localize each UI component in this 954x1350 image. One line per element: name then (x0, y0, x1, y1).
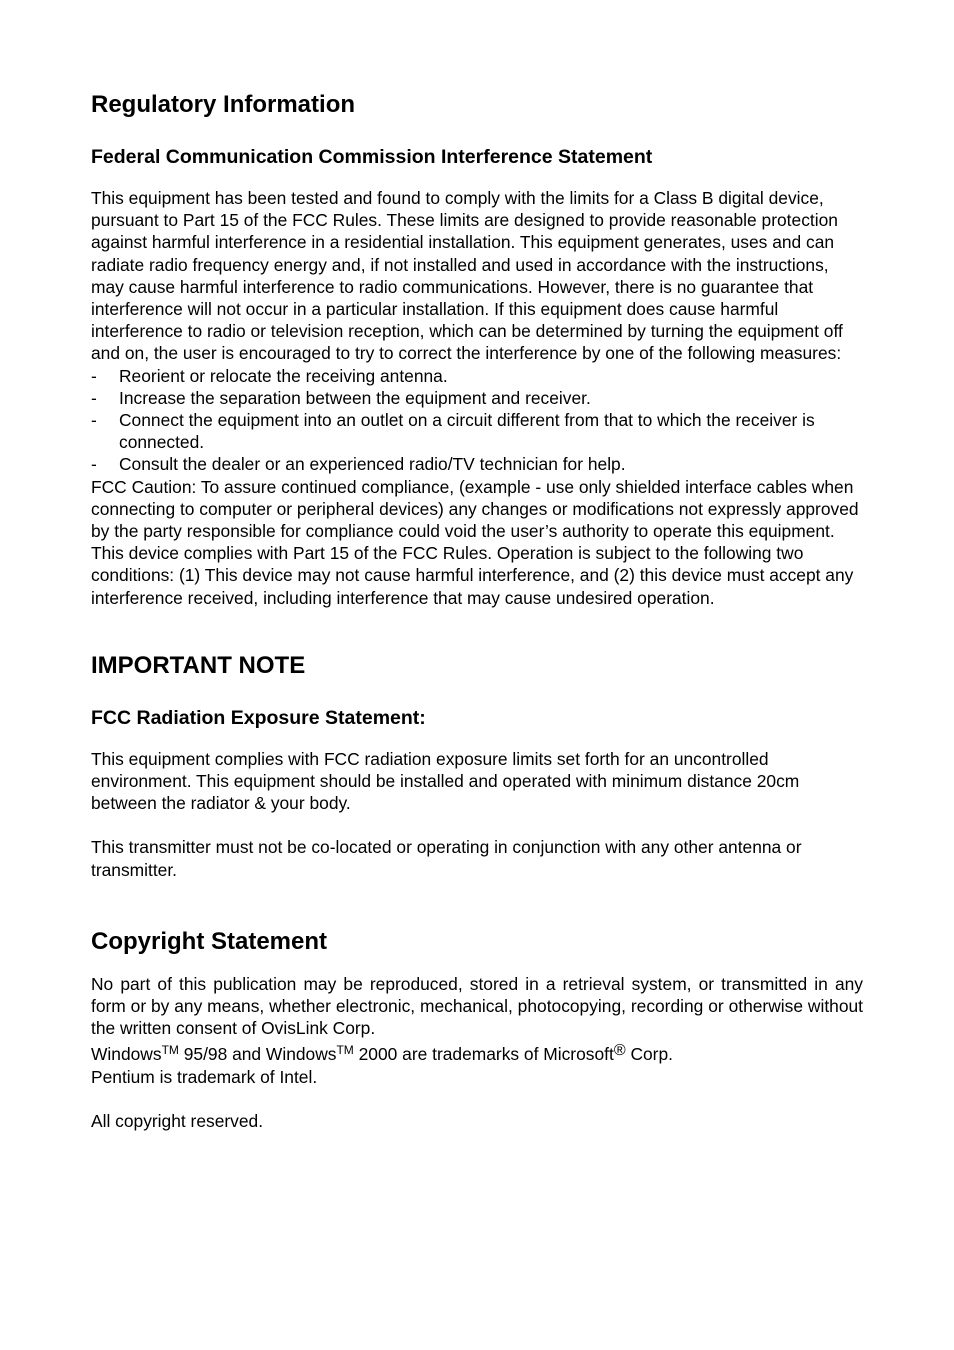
trademark-symbol: TM (161, 1043, 179, 1058)
trademark-text: 2000 are trademarks of Microsoft (353, 1044, 614, 1065)
radiation-paragraph-2: This transmitter must not be co-located or operating in conjunction with any other antenna or transmitter. (91, 837, 802, 880)
fcc-interference-heading: Federal Communication Commission Interference Statement (91, 146, 653, 168)
list-item (91, 387, 863, 409)
fcc-intro-paragraph: This equipment has been tested and found to comply with the limits for a Class B digital device, pursuant to Part 15 of the FCC Rules. These limits are designed to provide reasonable protection against harmful interference in a residential installation. This equipment generates, uses and can radiate radio frequency energy and, if not installed and used in accordance with the instructions, may cause harmful interference to radio communications. However, there is no guarantee that interference will not occur in a particular installation. If this equipment does cause harmful interference to radio or television reception, which can be determined by turning the equipment off and on, the user is encouraged to try to correct the interference by one of the following measures: (91, 188, 843, 364)
trademark-text: Windows (91, 1044, 162, 1065)
radiation-exposure-heading: FCC Radiation Exposure Statement: (91, 706, 426, 729)
trademark-text: 95/98 and Windows (178, 1044, 337, 1065)
bullet-dash: - (91, 387, 97, 408)
radiation-paragraph-1: This equipment complies with FCC radiation exposure limits set forth for an uncontrolled environment. This equipment should be installed and operated with minimum distance 20cm between the radiator & your body. (91, 748, 800, 814)
copyright-paragraph: No part of this publication may be reproduced, stored in a retrieval system, or transmitted in any form or by any means, whether electronic, mechanical, photocopying, recording or otherwise without the written consent of OvisLink Corp. (91, 973, 863, 1039)
measure-text: Connect the equipment into an outlet on a circuit different from that to which the receiver is connected. (119, 410, 815, 453)
bullet-dash: - (91, 454, 97, 475)
trademark-symbol: TM (336, 1043, 354, 1058)
trademark-line (91, 1043, 863, 1065)
measure-text: Increase the separation between the equipment and receiver. (119, 387, 591, 408)
pentium-trademark: Pentium is trademark of Intel. (91, 1066, 318, 1087)
regulatory-title: Regulatory Information (91, 91, 356, 118)
measure-text: Consult the dealer or an experienced radio/TV technician for help. (119, 454, 626, 475)
list-item (91, 453, 863, 475)
copyright-title: Copyright Statement (91, 927, 328, 955)
important-note-title: IMPORTANT NOTE (91, 651, 306, 679)
bullet-dash: - (91, 410, 97, 431)
fcc-caution-paragraph: FCC Caution: To assure continued compliance, (example - use only shielded interface cables when connecting to computer or peripheral devices) any changes or modifications not expressly approved by the party responsible for compliance could void the user’s authority to operate this equipment. This device complies with Part 15 of the FCC Rules. Operation is subject to the following two conditions: (1) This device may not cause harmful interference, and (2) this device must accept any interference received, including interference that may cause undesired operation. (91, 476, 859, 608)
interference-measures-list (91, 365, 863, 476)
bullet-dash: - (91, 365, 97, 386)
list-item (91, 409, 863, 453)
trademark-text: Corp. (625, 1044, 673, 1065)
registered-symbol: ® (613, 1042, 626, 1060)
document-page (91, 88, 863, 1132)
measure-text: Reorient or relocate the receiving antenna. (119, 365, 448, 386)
list-item (91, 365, 863, 387)
all-rights-reserved: All copyright reserved. (91, 1110, 264, 1131)
